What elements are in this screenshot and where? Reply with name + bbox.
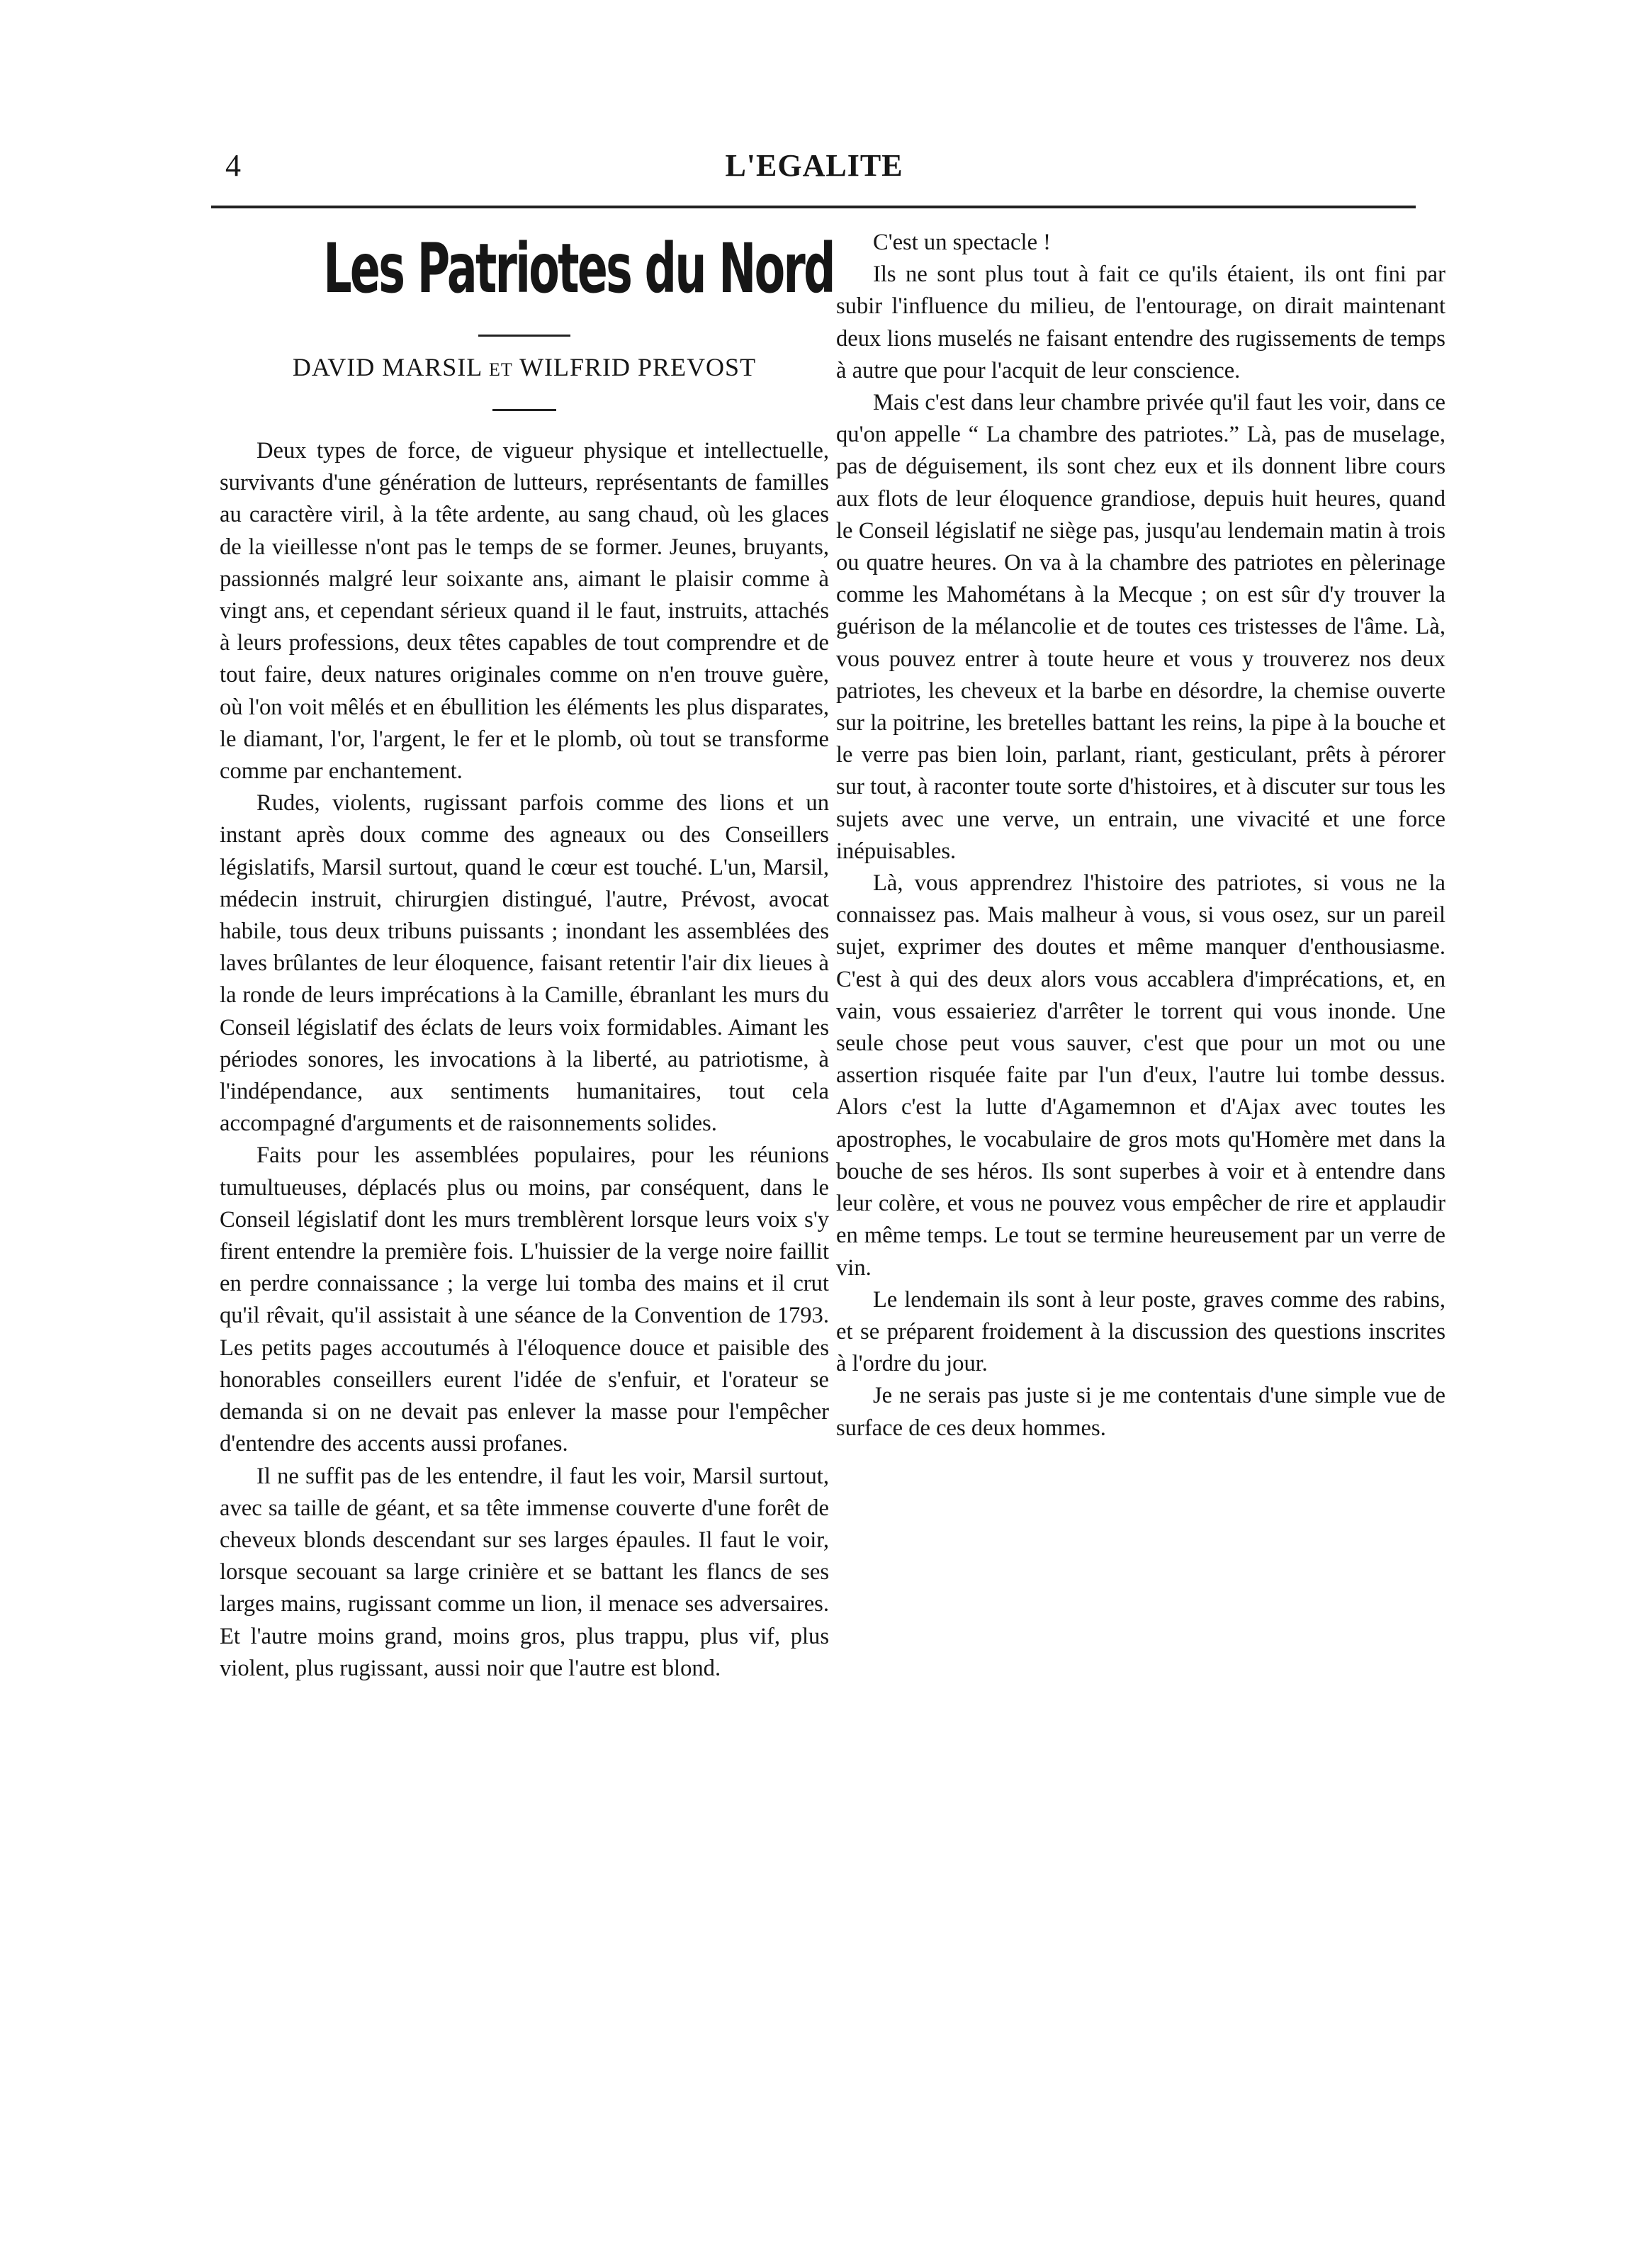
page-header <box>225 147 1403 193</box>
paragraph: Mais c'est dans leur chambre privée qu'il faut les voir, dans ce qu'on appelle “ La chambre des patriotes.” Là, pas de muselage, pas de déguisement, ils sont chez eux et ils donnent libre cours aux flots de leur éloquence grandiose, depuis huit heures, quand le Conseil législatif ne siège pas, jusqu'au lendemain matin à trois ou quatre heures. On va à la chambre des patriotes en pèlerinage comme les Mahométans à la Mecque ; on est sûr d'y trouver la guérison de la mélancolie et de toutes ces tristesses de l'âme. Là, vous pouvez entrer à toute heure et vous y trouverez nos deux patriotes, les cheveux et la barbe en désordre, la chemise ouverte sur la poitrine, les bretelles battant les reins, la pipe à la bouche et le verre pas bien loin, parlant, riant, gesticulant, prêts à pérorer sur tout, à raconter toute sorte d'histoires, et à discuter sur tous les sujets avec une verve, un entrain, une vivacité et une force inépuisables. <box>836 390 1445 864</box>
header-rule <box>211 206 1416 208</box>
title-divider <box>478 335 570 337</box>
journal-title: L'EGALITE <box>725 148 903 183</box>
left-column <box>220 227 834 1685</box>
byline-connector: ET <box>488 359 513 380</box>
page-number: 4 <box>225 148 241 183</box>
paragraph: Le lendemain ils sont à leur poste, graves comme des rabins, et se préparent froidement à la discussion des questions inscrites à l'ordre du jour. <box>836 1286 1445 1377</box>
paragraph: Je ne serais pas juste si je me contentais d'une simple vue de surface de ces deux hommes. <box>836 1383 1445 1441</box>
byline-name-1: DAVID MARSIL <box>292 353 482 381</box>
paragraph: Ils ne sont plus tout à fait ce qu'ils étaient, ils ont fini par subir l'influence du milieu, de l'entourage, on dirait maintenant deux lions muselés ne faisant entendre des rugissements de temps à autre que pour l'acquit de leur conscience. <box>836 262 1445 383</box>
article-title: Les Patriotes du Nord <box>323 229 834 308</box>
paragraph: Là, vous apprendrez l'histoire des patriotes, si vous ne la connaissez pas. Mais malheur à vous, si vous osez, sur un pareil sujet, exprimer des doutes et même manquer d'enthousiasme. C'est à qui des deux alors vous accablera d'imprécations, et, en vain, vous essaieriez d'arrêter le torrent qui vous inonde. Une seule chose peut vous sauver, c'est que pour un mot ou une assertion risquée faite par l'un d'eux, l'autre lui tombe dessus. Alors c'est la lutte d'Agamemnon et d'Ajax avec toutes les apostrophes, le vocabulaire de gros mots qu'Homère met dans la bouche de ses héros. Ils sont superbes à voir et à entendre dans leur colère, et vous ne pouvez vous empêcher de rire et applaudir en même temps. Le tout se termine heureusement par un verre de vin. <box>836 870 1445 1281</box>
byline-name-2: WILFRID PREVOST <box>519 353 757 381</box>
paragraph: Rudes, violents, rugissant parfois comme des lions et un instant après doux comme des agneaux ou des Conseillers législatifs, Marsil surtout, quand le cœur est touché. L'un, Marsil, médecin instruit, chirurgien distingué, l'autre, Prévost, avocat habile, tous deux tribuns puissants ; inondant les assemblées des laves brûlantes de leur éloquence, faisant retentir l'air dix lieues à la ronde de leurs imprécations à la Camille, ébranlant les murs du Conseil législatif des éclats de leurs voix formidables. Aimant les périodes sonores, les invocations à la liberté, au patriotisme, à l'indépendance, aux sentiments humanitaires, tout cela accompagné d'arguments et de raisonnements solides. <box>220 790 829 1137</box>
byline-divider <box>492 409 556 411</box>
paragraph: Faits pour les assemblées populaires, pour les réunions tumultueuses, déplacés plus ou moins, par conséquent, dans le Conseil législatif dont les murs tremblèrent lorsque leurs voix s'y firent entendre la première fois. L'huissier de la verge noire faillit en perdre connaissance ; la verge lui tomba des mains et il crut qu'il rêvait, qu'il assistait à une séance de la Convention de 1793. Les petits pages accoutumés à l'éloquence douce et paisible des honorables conseillers eurent l'idée de s'enfuir, et l'orateur se demanda si on ne devait pas enlever la masse pour l'empêcher d'entendre des accents aussi profanes. <box>220 1143 829 1457</box>
right-column <box>836 227 1445 1444</box>
byline <box>220 349 829 388</box>
paragraph: Deux types de force, de vigueur physique et intellectuelle, survivants d'une génération de lutteurs, représentants de familles au caractère viril, à la tête ardente, au sang chaud, où les glaces de la vieillesse n'ont pas le temps de se former. Jeunes, bruyants, passionnés malgré leur soixante ans, aimant le plaisir comme à vingt ans, et cependant sérieux quand il le faut, instruits, attachés à leurs professions, deux têtes capables de tout comprendre et de tout faire, deux natures originales comme on n'en trouve guère, où l'on voit mêlés et en ébullition les éléments les plus disparates, le diamant, l'or, l'argent, le fer et le plomb, où tout se transforme comme par enchantement. <box>220 438 829 785</box>
paragraph: C'est un spectacle ! <box>873 230 1052 255</box>
paragraph: Il ne suffit pas de les entendre, il faut les voir, Marsil surtout, avec sa taille de géant, et sa tête immense couverte d'une forêt de cheveux blonds descendant sur ses larges épaules. Il faut le voir, lorsque secouant sa large crinière et se battant les flancs de ses larges mains, rugissant comme un lion, il menace ses adversaires. Et l'autre moins grand, moins gros, plus trappu, plus vif, plus violent, plus rugissant, aussi noir que l'autre est blond. <box>220 1463 829 1681</box>
